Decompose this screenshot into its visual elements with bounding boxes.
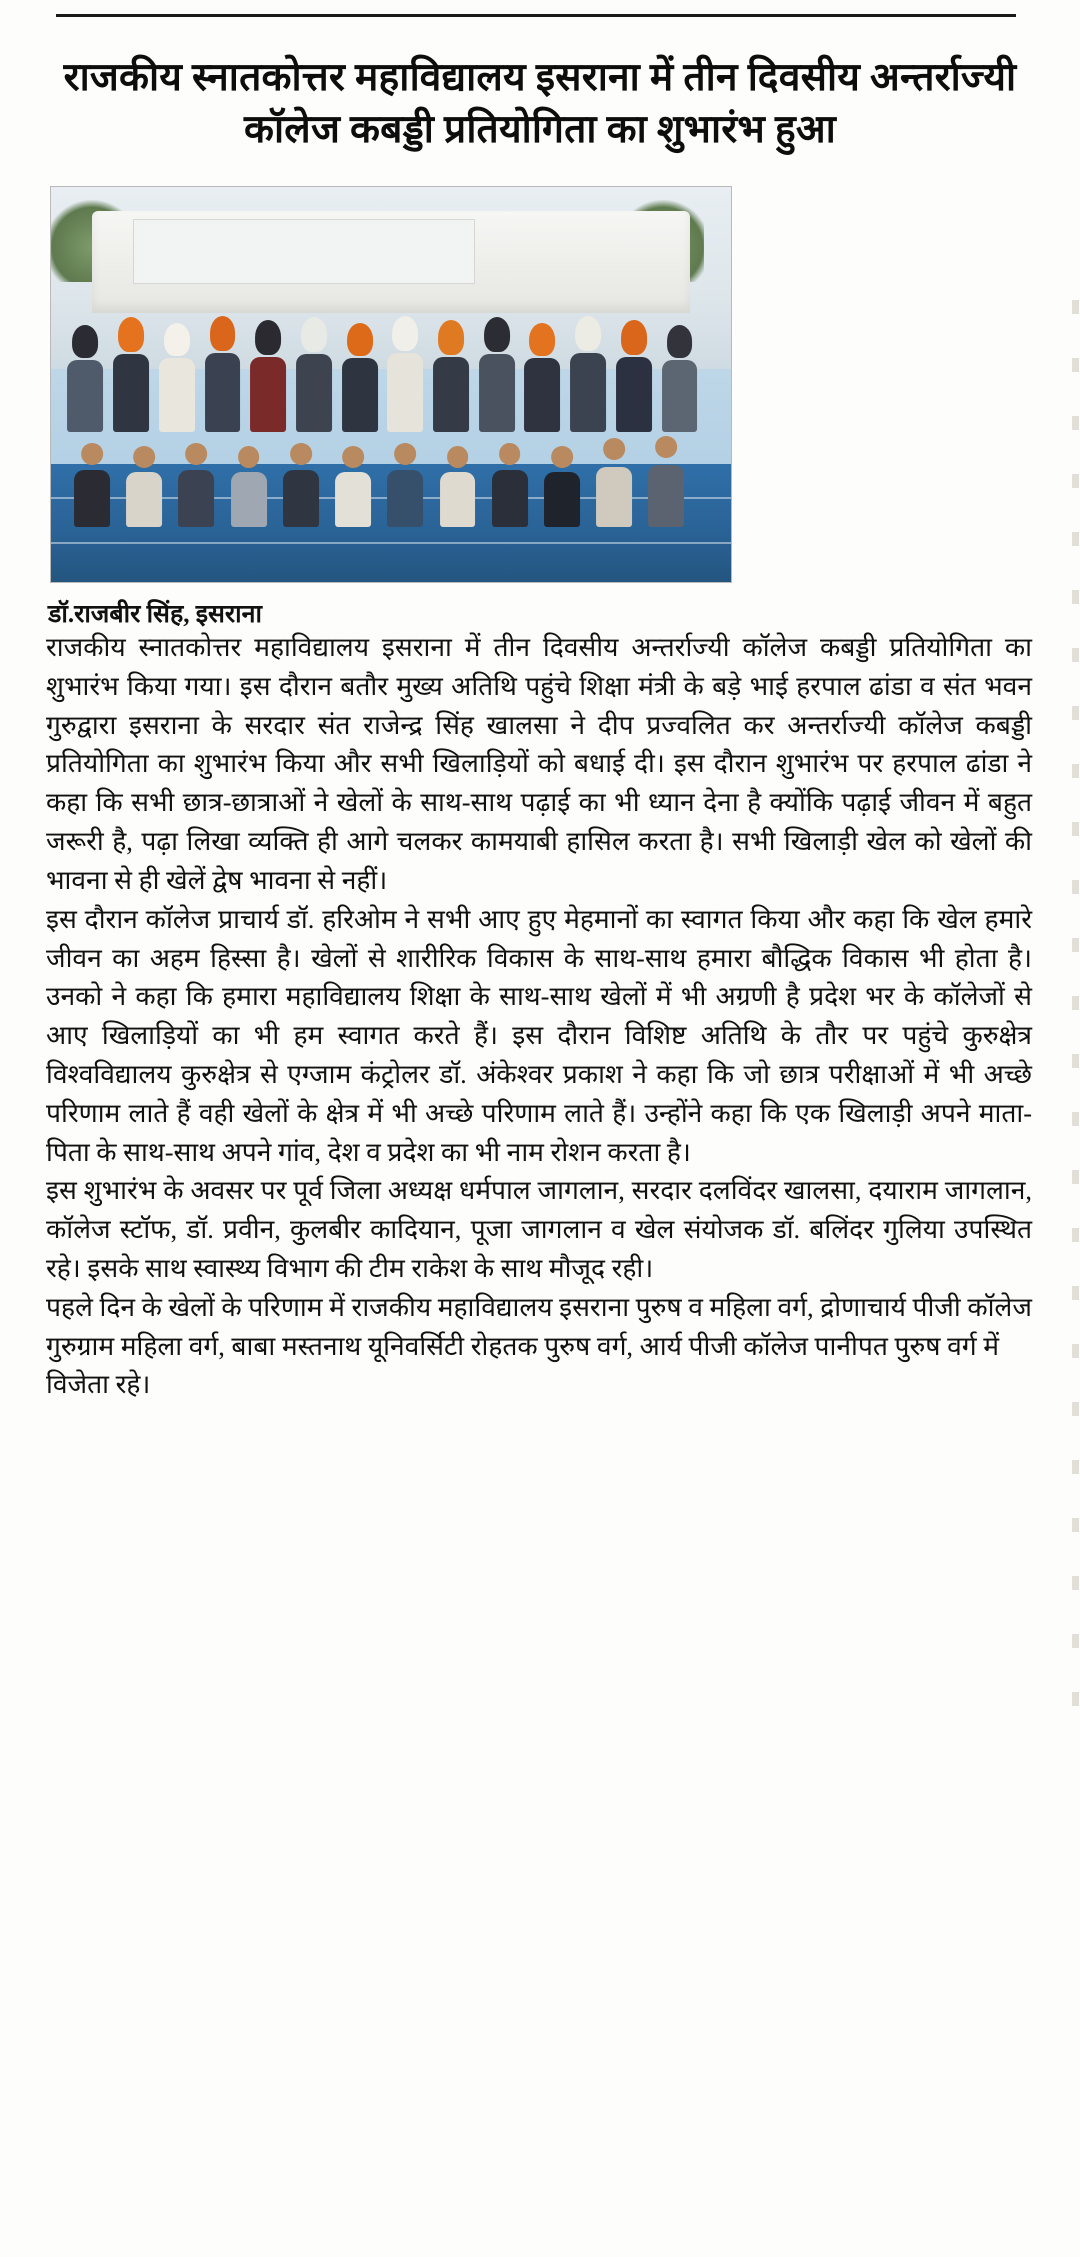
article-photo: [50, 186, 732, 583]
photo-player: [541, 441, 583, 527]
article-paragraph: पहले दिन के खेलों के परिणाम में राजकीय महाविद्यालय इसराना पुरुष व महिला वर्ग, द्रोणाचार्य पीजी कॉलेज गुरुग्राम महिला वर्ग, बाबा मस्तनाथ यूनिवर्सिटी रोहतक पुरुष वर्ग, आर्य पीजी कॉलेज पानीपत पुरुष वर्ग में विजेता रहे।: [46, 1291, 1032, 1400]
article-paragraph: इस दौरान कॉलेज प्राचार्य डॉ. हरिओम ने सभी आए हुए मेहमानों का स्वागत किया और कहा कि खेल हमारे जीवन का अहम हिस्सा है। खेलों से शारीरिक विकास के साथ-साथ हमारा बौद्धिक विकास भी होता है। उनको ने कहा कि हमारा महाविद्यालय शिक्षा के साथ-साथ खेलों में भी अग्रणी है प्रदेश भर के कॉलेजों से आए खिलाड़ियों का भी हम स्वागत करते हैं। इस दौरान विशिष्ट अतिथि के तौर पर पहुंचे कुरुक्षेत्र विश्वविद्यालय कुरुक्षेत्र से एग्जाम कंट्रोलर डॉ. अंकेश्वर प्रकाश ने कहा कि जो छात्र परीक्षाओं में भी अच्छे परिणाम लाते हैं वही खेलों के क्षेत्र में भी अच्छे परिणाम लाते हैं। उन्होंने कहा कि एक खिलाड़ी अपने माता-पिता के साथ-साथ अपने गांव, देश व प्रदेश का भी नाम रोशन करता है।: [46, 903, 1032, 1167]
article-paragraph: इस शुभारंभ के अवसर पर पूर्व जिला अध्यक्ष धर्मपाल जागलान, सरदार दलविंदर खालसा, दयाराम जागलान, कॉलेज स्टॉफ, डॉ. प्रवीन, कुलबीर कादियान, पूजा जागलान व खेल संयोजक डॉ. बलिंदर गुलिया उपस्थित रहे। इसके साथ स्वास्थ्य विभाग की टीम राकेश के साथ मौजूद रही।: [46, 1175, 1032, 1283]
article-body: [46, 628, 1032, 1404]
photo-player: [437, 441, 479, 527]
photo-player: [593, 433, 635, 527]
article-paragraph: राजकीय स्नातकोत्तर महाविद्यालय इसराना में तीन दिवसीय अन्तर्राज्यी कॉलेज कबड्डी प्रतियोगिता का शुभारंभ किया गया। इस दौरान बतौर मुख्य अतिथि पहुंचे शिक्षा मंत्री के बड़े भाई हरपाल ढांडा व संत भवन गुरुद्वारा इसराना के सरदार संत राजेन्द्र सिंह खालसा ने दीप प्रज्वलित कर अन्तर्राज्यी कॉलेज कबड्डी प्रतियोगिता का शुभारंभ किया और सभी खिलाड़ियों को बधाई दी। इस दौरान शुभारंभ पर हरपाल ढांडा ने कहा कि सभी छात्र-छात्राओं ने खेलों के साथ-साथ पढ़ाई का भी ध्यान देना है क्योंकि पढ़ाई जीवन में बहुत जरूरी है, पढ़ा लिखा व्यक्ति ही आगे चलकर कामयाबी हासिल करता है। सभी खिलाड़ी खेल को खेलों की भावना से ही खेलें द्वेष भावना से नहीं।: [46, 632, 1032, 895]
photo-player: [384, 438, 426, 527]
photo-player: [332, 441, 374, 527]
page-title: राजकीय स्नातकोत्तर महाविद्यालय इसराना में तीन दिवसीय अन्तर्राज्यी कॉलेज कबड्डी प्रतियोगिता का शुभारंभ हुआ: [63, 56, 1017, 151]
photo-seated-row: [65, 392, 718, 526]
photo-player: [176, 438, 218, 527]
photo-player: [123, 441, 165, 527]
photo-player: [280, 438, 322, 527]
photo-player: [646, 430, 688, 527]
photo-player: [71, 438, 113, 527]
top-divider: [56, 14, 1016, 17]
photo-player: [489, 438, 531, 527]
byline: डॉ.राजबीर सिंह, इसराना: [48, 601, 262, 628]
photo-backdrop-banner: [133, 219, 475, 284]
photo-mat-line: [51, 542, 731, 544]
photo-player: [228, 441, 270, 527]
page-edge-marks: [1072, 300, 1080, 1800]
